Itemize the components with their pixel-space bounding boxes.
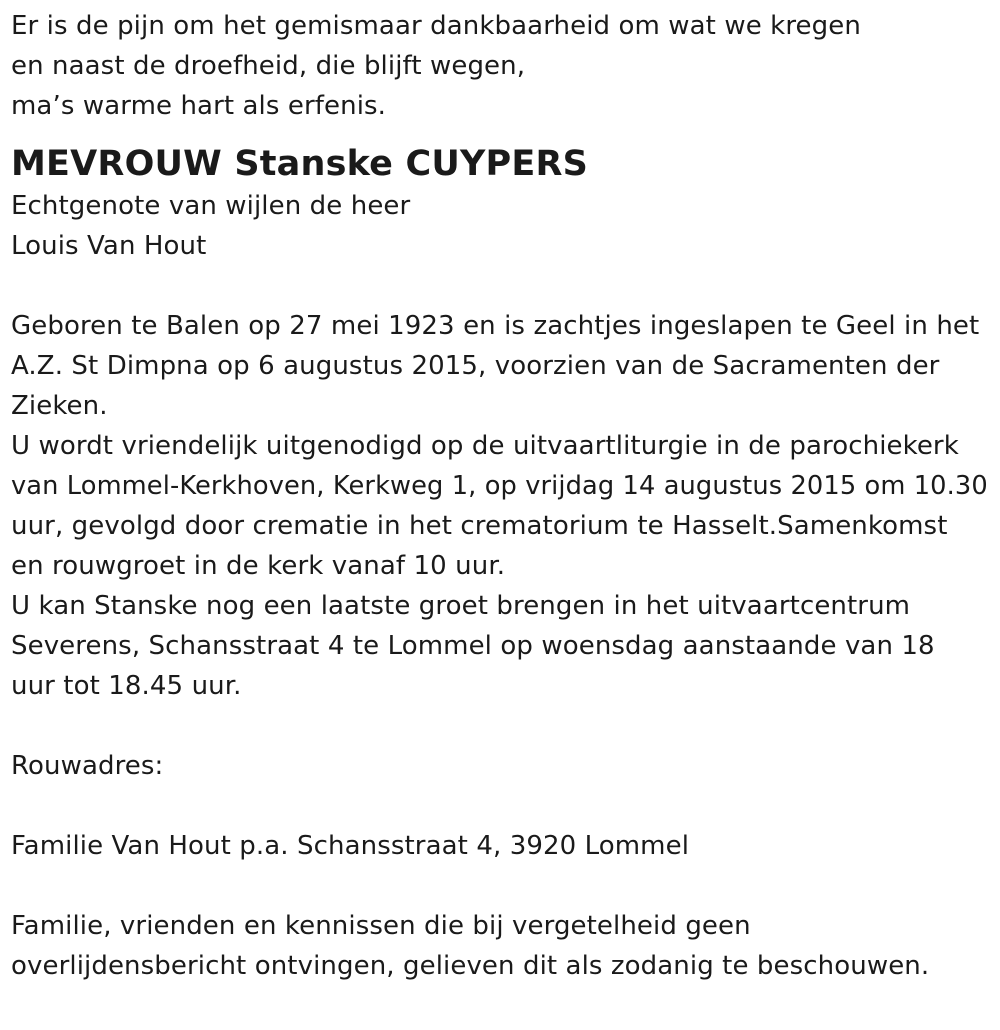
poem [11, 6, 996, 126]
detail-line: en rouwgroet in de kerk vanaf 10 uur. [11, 551, 506, 581]
closing-line: overlijdensbericht ontvingen, gelieven dit als zodanig te beschouwen. [11, 951, 930, 981]
deceased-name: MEVROUW Stanske CUYPERS [11, 144, 589, 184]
spacer [11, 866, 996, 906]
funeral-details [11, 306, 996, 706]
mourning-address: Familie Van Hout p.a. Schansstraat 4, 3920 Lommel [11, 831, 690, 861]
spacer [11, 706, 996, 746]
poem-line: ma’s warme hart als erfenis. [11, 91, 387, 121]
poem-line: Er is de pijn om het gemismaar dankbaarheid om wat we kregen [11, 11, 861, 41]
detail-line: uur, gevolgd door crematie in het crematorium te Hasselt.Samenkomst [11, 511, 948, 541]
closing-line: Familie, vrienden en kennissen die bij vergetelheid geen [11, 911, 751, 941]
closing-note [11, 906, 996, 986]
detail-line: U kan Stanske nog een laatste groet brengen in het uitvaartcentrum [11, 591, 911, 621]
detail-line: van Lommel-Kerkhoven, Kerkweg 1, op vrijdag 14 augustus 2015 om 10.30 [11, 471, 988, 501]
spouse-line: Louis Van Hout [11, 231, 207, 261]
detail-line: Severens, Schansstraat 4 te Lommel op woensdag aanstaande van 18 [11, 631, 935, 661]
detail-line: A.Z. St Dimpna op 6 augustus 2015, voorzien van de Sacramenten der [11, 351, 940, 381]
address-label: Rouwadres: [11, 751, 164, 781]
spacer [11, 266, 996, 306]
detail-line: uur tot 18.45 uur. [11, 671, 242, 701]
death-notice [11, 6, 996, 986]
detail-line: Geboren te Balen op 27 mei 1923 en is zachtjes ingeslapen te Geel in het [11, 311, 980, 341]
spouse-line: Echtgenote van wijlen de heer [11, 191, 411, 221]
poem-line: en naast de droefheid, die blijft wegen, [11, 51, 526, 81]
detail-line: U wordt vriendelijk uitgenodigd op de uitvaartliturgie in de parochiekerk [11, 431, 959, 461]
spacer [11, 786, 996, 826]
spouse-info [11, 186, 996, 266]
detail-line: Zieken. [11, 391, 108, 421]
